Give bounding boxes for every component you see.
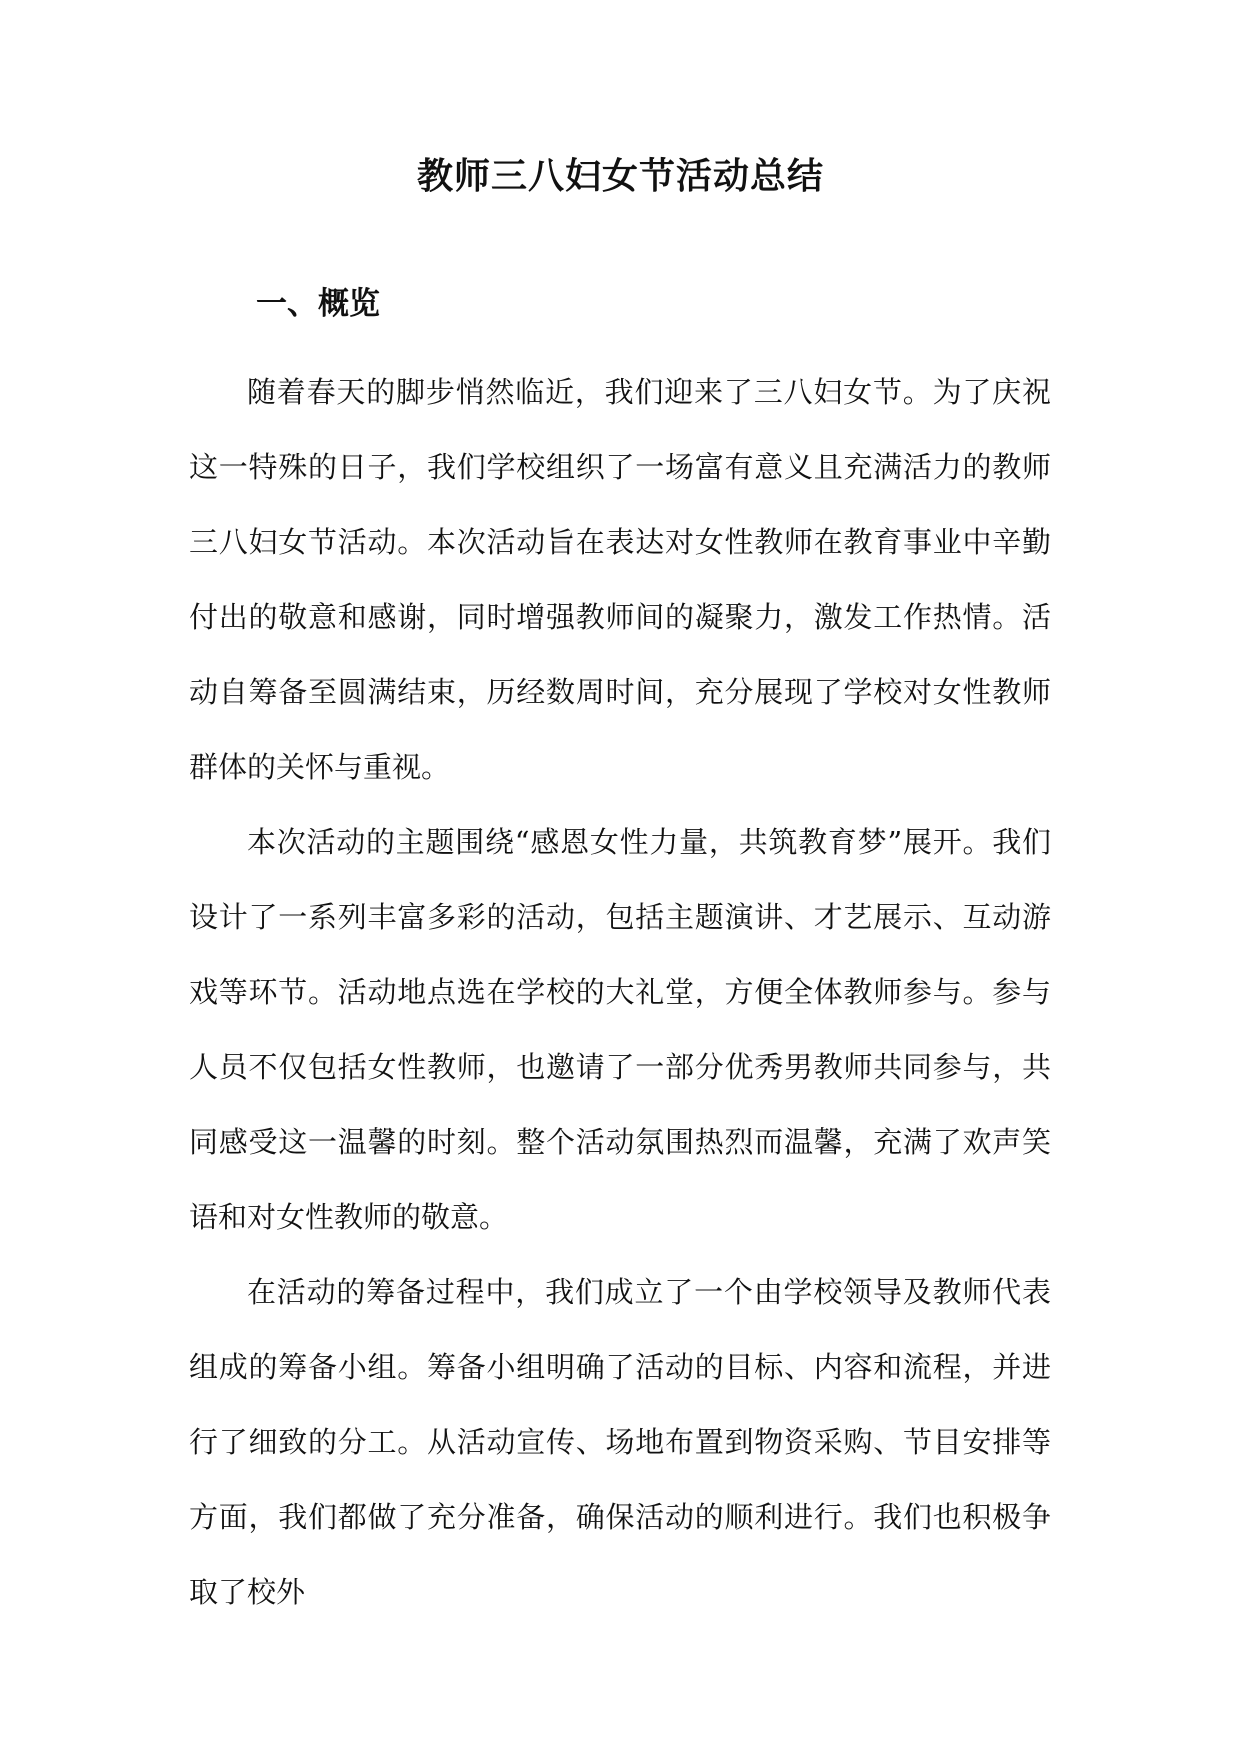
paragraph: 本次活动的主题围绕“感恩女性力量，共筑教育梦”展开。我们设计了一系列丰富多彩的活动，包括主题演讲、才艺展示、互动游戏等环节。活动地点选在学校的大礼堂，方便全体教师参与。参与人员不仅包括女性教师，也邀请了一部分优秀男教师共同参与，共同感受这一温馨的时刻。整个活动氛围热烈而温馨，充满了欢声笑语和对女性教师的敬意。: [189, 825, 1051, 1234]
section-heading-overview: 一、概览: [256, 286, 380, 322]
document-title: 教师三八妇女节活动总结: [416, 155, 824, 197]
paragraph: 在活动的筹备过程中，我们成立了一个由学校领导及教师代表组成的筹备小组。筹备小组明确了活动的目标、内容和流程，并进行了细致的分工。从活动宣传、场地布置到物资采购、节目安排等方面，我们都做了充分准备，确保活动的顺利进行。我们也积极争取了校外: [189, 1275, 1051, 1609]
section-body: [189, 355, 1051, 1630]
paragraph: 随着春天的脚步悄然临近，我们迎来了三八妇女节。为了庆祝这一特殊的日子，我们学校组织了一场富有意义且充满活力的教师三八妇女节活动。本次活动旨在表达对女性教师在教育事业中辛勤付出的敬意和感谢，同时增强教师间的凝聚力，激发工作热情。活动自筹备至圆满结束，历经数周时间，充分展现了学校对女性教师群体的关怀与重视。: [189, 375, 1051, 784]
